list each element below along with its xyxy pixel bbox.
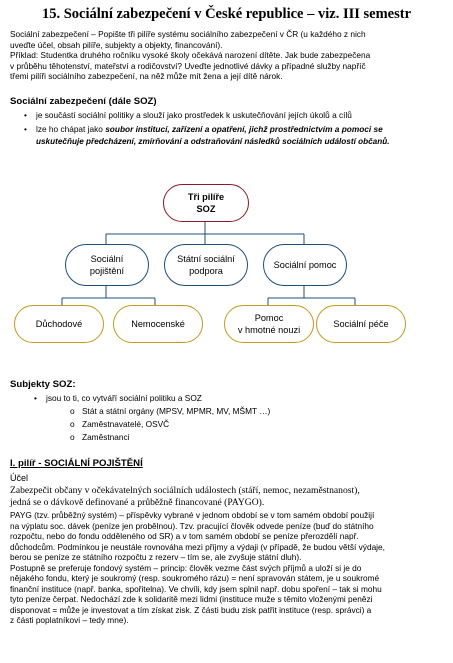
pillar1-line: rozpočtu, nebo do fondu odděleného od SR) a v tom samém období se peníze přerozdělí např. [10,531,359,541]
subjects-item: o Zaměstnanci [70,432,130,442]
pillar1-line: PAYG (tzv. průběžný systém) – příspěvky vybrané v jednom období se v tom samém období použijí [10,510,375,520]
diagram-node-state-support: Státní sociální podpora [164,244,248,286]
diagram-leaf-pension: Důchodové [14,305,104,343]
soz-bullet: • je součástí sociální politiky a slouží jako prostředek k uskutečňování jejích úkolů a cílů [24,110,352,120]
intro-line: v průběhu těhotenství, mateřství a rodičovství? Uveďte jednotlivé dávky a případné služby napříč [10,60,366,71]
circle-bullet-icon: o [70,419,75,429]
diagram-leaf-sickness: Nemocenské [113,305,203,343]
diagram-leaf-social-care: Sociální péče [316,305,406,343]
pillar1-heading: I. pilíř - SOCIÁLNÍ POJIŠTĚNÍ [10,458,143,469]
pillar1-line: důchodcům. Podmínkou je neustále rovnováha mezi příjmy a výdaji (v případě, že budou větší výdaje, [10,541,385,552]
pillar1-line: jedná se o dávkově definované a průběžně financované (PAYGO). [10,497,265,508]
soz-bullet-cont: uskutečňuje předcházení, zmírňování a odstraňování následků sociálních událostí občanů. [36,137,390,146]
page-title: 15. Sociální zabezpečení v České republice – viz. III semestr [41,6,412,22]
subjects-bullet: • jsou to ti, co vytváří sociální politiku a SOZ [34,393,202,403]
soz-bullet: • lze ho chápat jako soubor institucí, zařízení a opatření, jichž prostřednictvím a pomoci se [24,124,383,134]
intro-line: třemi pilíři sociálního zabezpečení, na něž může mít žena a její dítě nárok. [10,71,283,81]
subjects-item: o Zaměstnavatelé, OSVČ [70,419,170,429]
diagram-node-social-insurance: Sociální pojištění [65,244,149,286]
pillar1-purpose-label: Účel [10,473,29,483]
intro-line: Příklad: Studentka druhého ročníku vysoké školy očekává narození dítěte. Jak bude zabezpečena [10,50,371,60]
bullet-icon: • [24,124,27,134]
intro-line: Sociální zabezpečení – Popište tři pilíře systému sociálního zabezpečení v ČR (u každého z nich [10,29,366,39]
soz-heading: Sociální zabezpečení (dále SOZ) [10,96,157,107]
pillar1-line: disponovat = může je investovat a tím získat zisk. Z části budu zisk patřit instituce (resp. správci) a [10,604,372,615]
pillar1-line: finanční instituce (např. banka, spořitelna). Ve chvíli, kdy jsem splnil např. dobu spoření – tak si mohu [10,583,382,594]
pillar1-line: z části poplatníkovi – tedy mne). [10,615,129,625]
circle-bullet-icon: o [70,406,75,416]
diagram-root-node: Tři pilíře SOZ [163,184,249,222]
intro-line: uveďte účel, obsah pilíře, subjekty a objekty, financování). [10,39,223,50]
pillar1-line: tyto peníze čerpat. Nedochází zde k solidaritě mezi lidmi (instituce muže s těmito vloženými penězi [10,594,373,604]
circle-bullet-icon: o [70,432,75,442]
pillar1-line: nějakého fondu, který je soukromý (resp. soukromého rázu) = není spravován státem, je u soukromé [10,573,380,583]
diagram-node-social-help: Sociální pomoc [263,244,347,286]
subjects-heading: Subjekty SOZ: [10,379,76,390]
pillar1-line: Postupně se preferuje fondový systém – princip: člověk vezme část svých příjmů a uloží si je do [10,562,362,573]
bullet-icon: • [24,110,27,120]
pillar1-line: na výplatu soc. dávek (peníze jen probělnou). Tzv. pracující člověk odvede peníze (buď do státního [10,520,374,531]
bullet-icon: • [34,393,37,403]
pillar1-line: berou se peníze ze státního rozpočtu z rezerv – tím se, ale zvyšuje státní dluh). [10,552,302,562]
pillar1-line: Zabezpečit občany v očekávatelných sociálních událostech (stáří, nemoc, nezaměstnanost), [10,485,360,496]
subjects-item: o Stát a státní orgány (MPSV, MPMR, MV, MŠMT …) [70,406,271,416]
diagram-leaf-material-need: Pomoc v hmotné nouzi [224,305,314,343]
